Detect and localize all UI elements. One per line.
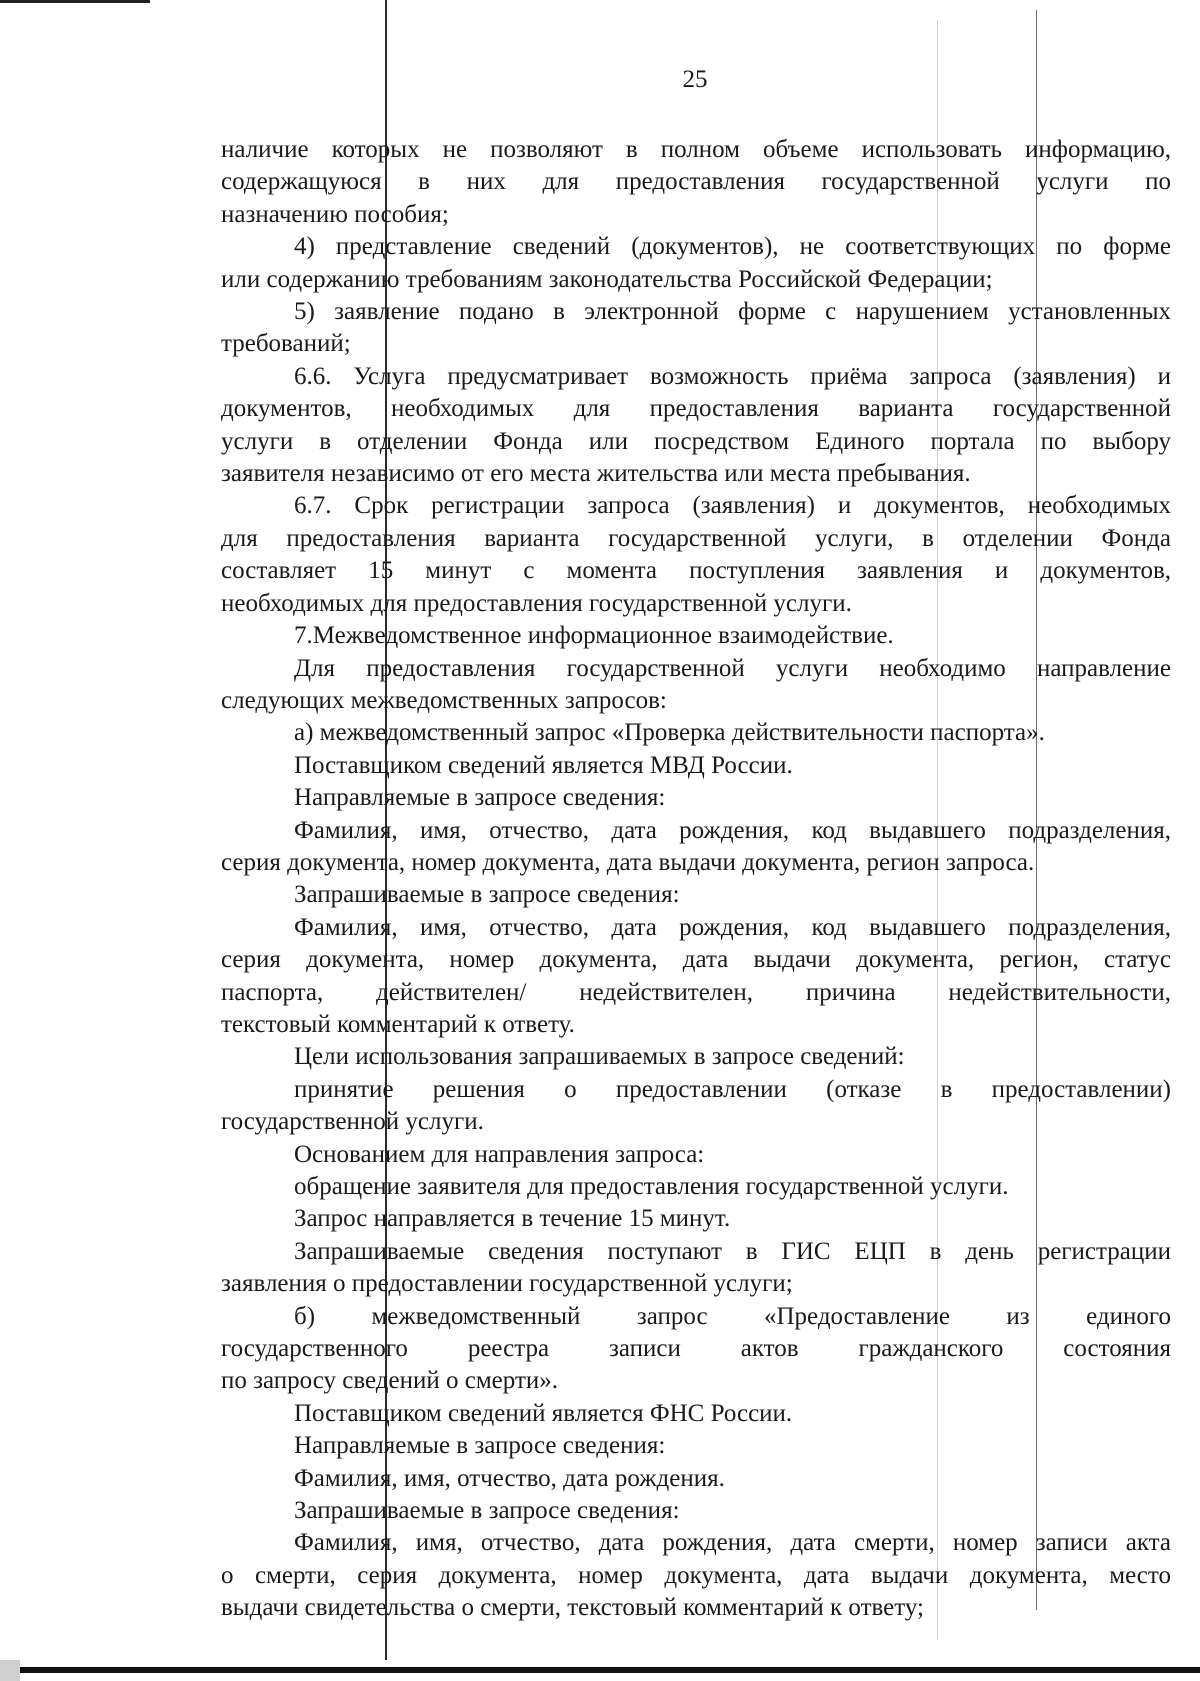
- text-line: заявителя независимо от его места жительства или места пребывания.: [221, 460, 971, 488]
- text-line: составляет 15 минут с момента поступления заявления и документов,: [221, 557, 1171, 585]
- text-line: Поставщиком сведений является ФНС России.: [294, 1399, 793, 1427]
- text-line: 6.6. Услуга предусматривает возможность приёма запроса (заявления) и: [294, 362, 1171, 390]
- text-line: Фамилия, имя, отчество, дата рождения.: [294, 1464, 725, 1492]
- text-line: документов, необходимых для предоставления варианта государственной: [221, 395, 1171, 423]
- text-line: 6.7. Срок регистрации запроса (заявления) и документов, необходимых: [294, 492, 1171, 520]
- text-line: необходимых для предоставления государственной услуги.: [221, 589, 852, 617]
- text-line: выдачи свидетельства о смерти, текстовый комментарий к ответу;: [221, 1594, 924, 1622]
- page-number: 25: [682, 66, 708, 93]
- text-line: наличие которых не позволяют в полном объеме использовать информацию,: [221, 136, 1171, 163]
- text-line: а) межведомственный запрос «Проверка действительности паспорта».: [294, 719, 1045, 747]
- text-line: принятие решения о предоставлении (отказе в предоставлении): [294, 1075, 1171, 1103]
- text-line: заявления о предоставлении государственной услуги;: [221, 1270, 793, 1298]
- text-line: государственной услуги.: [221, 1108, 484, 1136]
- scan-shadow: [0, 1660, 20, 1681]
- text-line: Запрашиваемые сведения поступают в ГИС ЕЦП в день регистрации: [294, 1237, 1171, 1265]
- text-line: обращение заявителя для предоставления государственной услуги.: [294, 1173, 1009, 1200]
- text-line: 7.Межведомственное информационное взаимодействие.: [294, 622, 894, 650]
- text-line: Фамилия, имя, отчество, дата рождения, код выдавшего подразделения,: [294, 913, 1171, 941]
- text-line: содержащуюся в них для предоставления государственной услуги по: [221, 168, 1171, 196]
- text-line: Для предоставления государственной услуги необходимо направление: [294, 654, 1171, 682]
- text-line: Запрос направляется в течение 15 минут.: [294, 1205, 731, 1233]
- text-line: Цели использования запрашиваемых в запросе сведений:: [294, 1043, 905, 1071]
- text-line: для предоставления варианта государственной услуги, в отделении Фонда: [221, 524, 1171, 552]
- text-line: Основанием для направления запроса:: [294, 1140, 705, 1168]
- text-line: Фамилия, имя, отчество, дата рождения, дата смерти, номер записи акта: [294, 1529, 1171, 1557]
- text-line: 5) заявление подано в электронной форме с нарушением установленных: [294, 298, 1171, 326]
- bottom-rule: [0, 1667, 1200, 1673]
- text-line: по запросу сведений о смерти».: [221, 1367, 558, 1395]
- text-line: назначению пособия;: [221, 200, 449, 228]
- text-line: 4) представление сведений (документов), не соответствующих по форме: [294, 233, 1171, 261]
- text-line: Фамилия, имя, отчество, дата рождения, код выдавшего подразделения,: [294, 816, 1171, 844]
- text-line: б) межведомственный запрос «Предоставление из единого: [294, 1302, 1171, 1330]
- text-line: услуги в отделении Фонда или посредством Единого портала по выбору: [221, 427, 1171, 455]
- text-line: требований;: [221, 330, 351, 358]
- text-line: текстовый комментарий к ответу.: [221, 1010, 575, 1038]
- text-line: Запрашиваемые в запросе сведения:: [294, 881, 680, 909]
- text-line: или содержанию требованиям законодательства Российской Федерации;: [221, 265, 993, 293]
- text-line: о смерти, серия документа, номер документа, дата выдачи документа, место: [221, 1561, 1171, 1589]
- text-line: государственного реестра записи актов гражданского состояния: [221, 1335, 1171, 1363]
- text-line: следующих межведомственных запросов:: [221, 686, 667, 714]
- top-rule: [0, 0, 150, 3]
- text-line: Направляемые в запросе сведения:: [294, 784, 666, 812]
- text-line: серия документа, номер документа, дата выдачи документа, регион, статус: [221, 946, 1171, 974]
- document-body: [221, 134, 1171, 1625]
- text-line: Направляемые в запросе сведения:: [294, 1432, 666, 1460]
- text-line: Запрашиваемые в запросе сведения:: [294, 1497, 680, 1525]
- text-line: паспорта, действителен/ недействителен, причина недействительности,: [221, 978, 1171, 1006]
- text-line: серия документа, номер документа, дата выдачи документа, регион запроса.: [221, 848, 1035, 876]
- text-line: Поставщиком сведений является МВД России.: [294, 751, 793, 779]
